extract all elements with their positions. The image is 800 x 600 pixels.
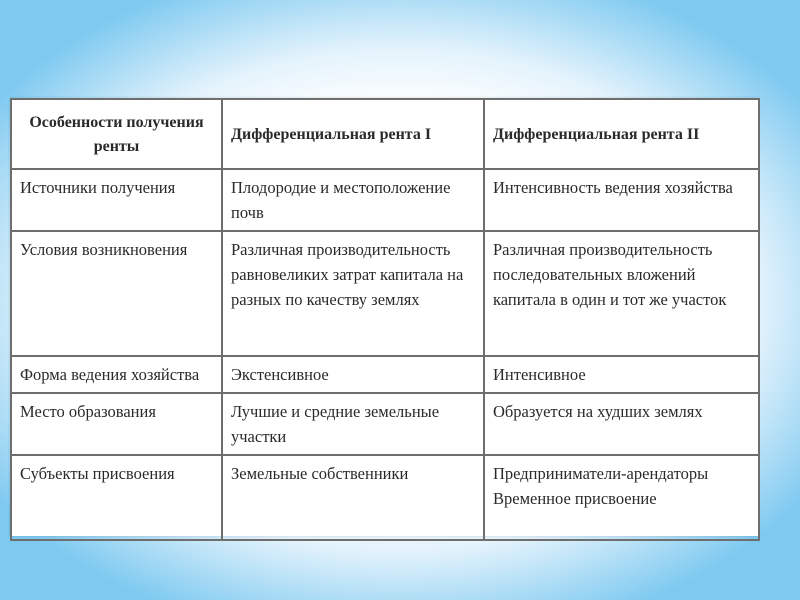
table-row (11, 231, 759, 356)
rent-comparison-table (10, 98, 758, 536)
table-cell: Различная производительность равновеликих затрат капитала на разных по качеству землях (222, 231, 484, 356)
table-cell: Земельные собственники (222, 455, 484, 540)
table (10, 98, 760, 541)
table-cell: Экстенсивное (222, 356, 484, 393)
table-row (11, 455, 759, 540)
table-cell: Различная производительность последовательных вложений капитала в один и тот же участок (484, 231, 759, 356)
table-header-row (11, 99, 759, 169)
header-features: Особенности получения ренты (11, 99, 222, 169)
table-cell: Лучшие и средние земельные участки (222, 393, 484, 455)
table-cell: Плодородие и местоположение почв (222, 169, 484, 231)
row-label-sources: Источники получения (11, 169, 222, 231)
table-cell: Предприниматели-арендаторы Временное присвоение (484, 455, 759, 540)
table-cell: Образуется на худших землях (484, 393, 759, 455)
header-differential-rent-2: Дифференциальная рента II (484, 99, 759, 169)
row-label-farming-form: Форма ведения хозяйства (11, 356, 222, 393)
table-row (11, 393, 759, 455)
row-label-subjects: Субъекты присвоения (11, 455, 222, 540)
table-row (11, 169, 759, 231)
table-cell: Интенсивность ведения хозяйства (484, 169, 759, 231)
row-label-place: Место образования (11, 393, 222, 455)
table-cell: Интенсивное (484, 356, 759, 393)
table-row (11, 356, 759, 393)
row-label-conditions: Условия возникновения (11, 231, 222, 356)
header-differential-rent-1: Дифференциальная рента I (222, 99, 484, 169)
